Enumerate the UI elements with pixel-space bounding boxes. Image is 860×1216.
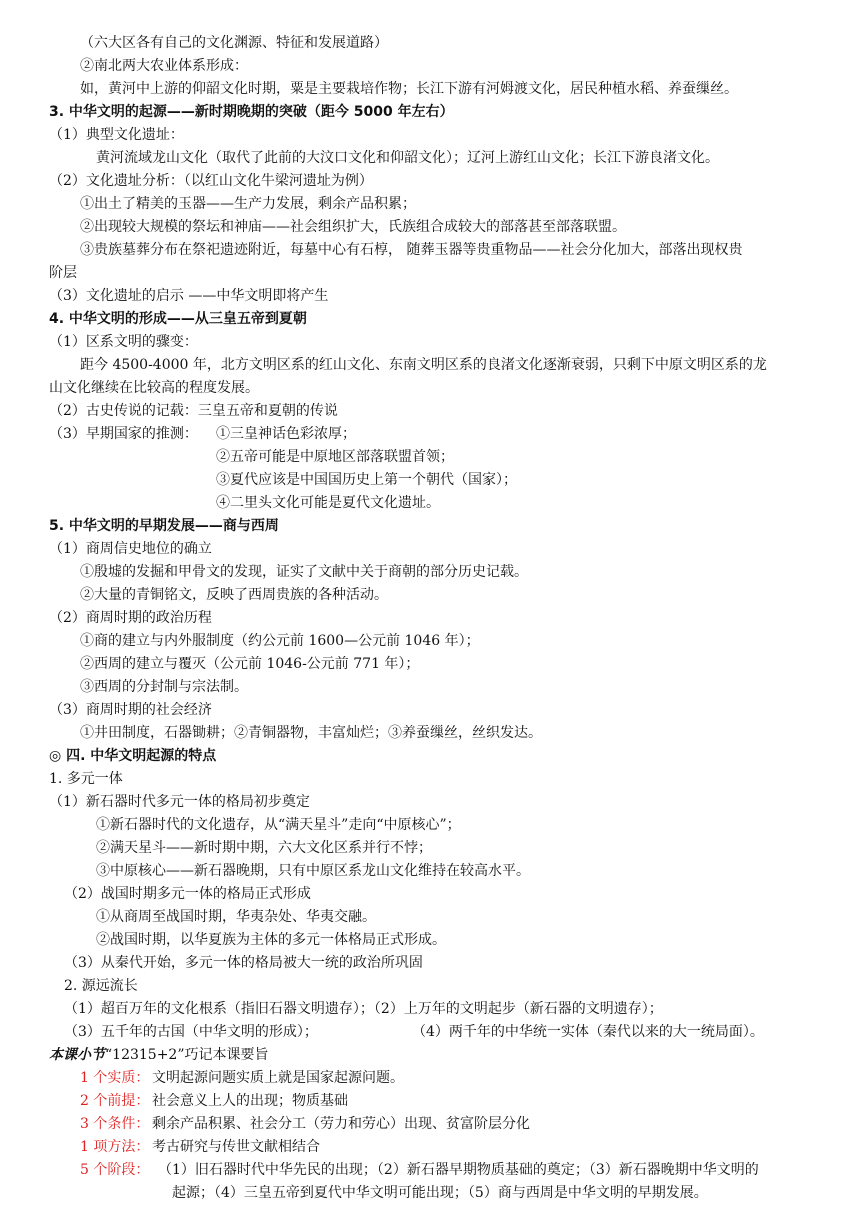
subheading: （3）早期国家的推测： [49, 426, 198, 442]
summary-label: 5 个阶段： [80, 1162, 150, 1178]
text-line: 距今 4500-4000 年，北方文明区系的红山文化、东南文明区系的良渚文化逐渐衰弱，只剩下中原文明区系的龙 [80, 357, 767, 373]
summary-text: 剩余产品积累、社会分工（劳力和劳心）出现、贫富阶层分化 [152, 1116, 530, 1132]
text-line: 阶层 [49, 265, 77, 281]
summary-label: 3 个条件： [80, 1116, 150, 1132]
summary-text: 社会意义上人的出现；物质基础 [152, 1093, 348, 1109]
text-line: 山文化继续在比较高的程度发展。 [49, 380, 259, 396]
summary-label: 1 个实质： [80, 1070, 150, 1086]
text-line: （4）两千年的中华统一实体（秦代以来的大一统局面）。 [412, 1024, 764, 1040]
summary-subtitle: “12315+2”巧记本课要旨 [105, 1047, 269, 1063]
list-item: ①商的建立与内外服制度（约公元前 1600—公元前 1046 年）； [80, 633, 480, 649]
summary-text: 文明起源问题实质上就是国家起源问题。 [152, 1070, 404, 1086]
list-item: ②战国时期，以华夏族为主体的多元一体格局正式形成。 [96, 932, 446, 948]
text-line: 黄河流域龙山文化（取代了此前的大汶口文化和仰韶文化）；辽河上游红山文化；长江下游良渚文化。 [96, 150, 719, 166]
summary-title: 本课小节 [49, 1047, 105, 1063]
list-item: ③夏代应该是中国国历史上第一个朝代（国家）； [216, 472, 517, 488]
text-line: ③贵族墓葬分布在祭祀遗迹附近，每墓中心有石椁， 随葬玉器等贵重物品——社会分化加大，部落出现权贵 [80, 242, 743, 258]
subheading: （2）战国时期多元一体的格局正式形成 [64, 886, 311, 902]
list-item: ①从商周至战国时期，华夷杂处、华夷交融。 [96, 909, 376, 925]
summary-label: 2 个前提： [80, 1093, 150, 1109]
subheading: 2. 源远流长 [64, 978, 138, 994]
list-item: ②满天星斗——新时期中期，六大文化区系并行不悖； [96, 840, 432, 856]
subheading: （2）文化遗址分析：（以红山文化牛梁河遗址为例） [49, 173, 373, 189]
list-item: ③西周的分封制与宗法制。 [80, 679, 248, 695]
section-heading: 4. 中华文明的形成——从三皇五帝到夏朝 [49, 311, 307, 327]
list-item: ①三皇神话色彩浓厚； [216, 426, 356, 442]
text-line: ②出现较大规模的祭坛和神庙——社会组织扩大，氏族组合成较大的部落甚至部落联盟。 [80, 219, 626, 235]
text-line: （3）五千年的古国（中华文明的形成）； [64, 1024, 318, 1040]
list-item: ①殷墟的发掘和甲骨文的发现，证实了文献中关于商朝的部分历史记载。 [80, 564, 528, 580]
list-item: ①井田制度，石器锄耕；②青铜器物，丰富灿烂；③养蚕缫丝，丝织发达。 [80, 725, 542, 741]
list-item: ④二里头文化可能是夏代文化遗址。 [216, 495, 440, 511]
list-item: ②五帝可能是中原地区部落联盟首领； [216, 449, 454, 465]
section-heading: 5. 中华文明的早期发展——商与西周 [49, 518, 279, 534]
summary-text: （1）旧石器时代中华先民的出现；（2）新石器早期物质基础的奠定；（3）新石器晚期中华文明的 [158, 1162, 759, 1178]
text-line: 如，黄河中上游的仰韶文化时期，粟是主要栽培作物；长江下游有河姆渡文化，居民种植水稻、养蚕缫丝。 [80, 81, 738, 97]
text-line: ①出土了精美的玉器——生产力发展，剩余产品积累； [80, 196, 416, 212]
summary-label: 1 项方法： [80, 1139, 150, 1155]
list-item: ②西周的建立与覆灭（公元前 1046-公元前 771 年）； [80, 656, 420, 672]
subheading: （1）新石器时代多元一体的格局初步奠定 [49, 794, 310, 810]
subheading: （3）从秦代开始，多元一体的格局被大一统的政治所巩固 [64, 955, 423, 971]
list-item: ③中原核心——新石器晚期，只有中原区系龙山文化维持在较高水平。 [96, 863, 530, 879]
text-line: （1）超百万年的文化根系（指旧石器文明遗存）；（2）上万年的文明起步（新石器的文明遗存）； [64, 1001, 663, 1017]
text-line: （六大区各有自己的文化渊源、特征和发展道路） [80, 35, 388, 51]
subheading: （1）区系文明的骤变： [49, 334, 198, 350]
subheading: （1）典型文化遗址： [49, 127, 184, 143]
section-heading: ◎ 四. 中华文明起源的特点 [49, 748, 217, 764]
subheading: （3）商周时期的社会经济 [49, 702, 212, 718]
subheading: 1. 多元一体 [49, 771, 123, 787]
summary-heading [49, 1044, 269, 1066]
subheading: （2）商周时期的政治历程 [49, 610, 212, 626]
list-item: ②大量的青铜铭文，反映了西周贵族的各种活动。 [80, 587, 388, 603]
list-item: ①新石器时代的文化遗存，从“满天星斗”走向“中原核心”； [96, 817, 461, 833]
subheading: （3）文化遗址的启示 ——中华文明即将产生 [49, 288, 329, 304]
section-heading: 3. 中华文明的起源——新时期晚期的突破（距今 5000 年左右） [49, 104, 454, 120]
text-line: ②南北两大农业体系形成： [80, 58, 248, 74]
subheading: （1）商周信史地位的确立 [49, 541, 212, 557]
summary-text: 考古研究与传世文献相结合 [152, 1139, 320, 1155]
subheading: （2）古史传说的记载：三皇五帝和夏朝的传说 [49, 403, 338, 419]
summary-text: 起源；（4）三皇五帝到夏代中华文明可能出现；（5）商与西周是中华文明的早期发展。 [172, 1185, 708, 1201]
